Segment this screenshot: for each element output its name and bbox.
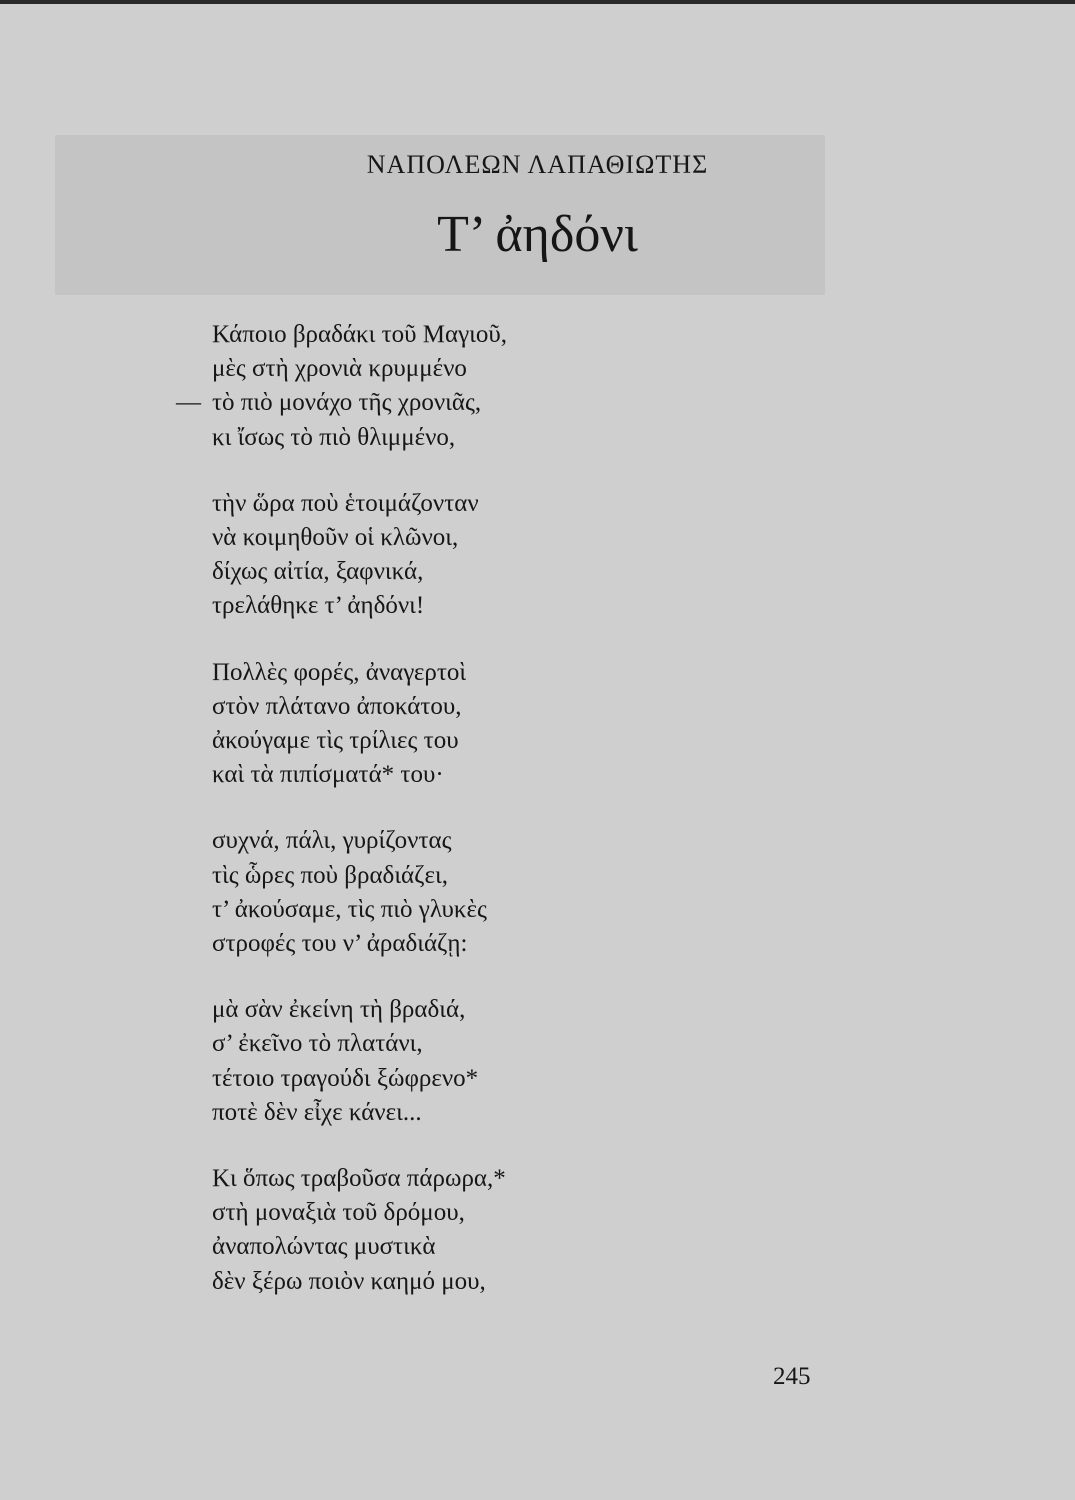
poem-title: Τ’ ἀηδόνι (437, 206, 638, 263)
poem-line: μὰ σὰν ἐκείνη τὴ βραδιά, (212, 996, 466, 1024)
poem-line: νὰ κοιμηθοῦν οἱ κλῶνοι, (212, 524, 459, 552)
poem-line: ἀκούγαμε τὶς τρίλιες του (212, 727, 459, 755)
poem-line: στροφές του ν’ ἀραδιάζῃ: (212, 930, 468, 958)
stanza (212, 1162, 507, 1299)
stanza (212, 656, 507, 793)
author-name: ΝΑΠΟΛΕΩΝ ΛΑΠΑΘΙΩΤΗΣ (366, 150, 709, 179)
page-top-edge (0, 0, 1075, 4)
poem-line: τὴν ὥρα ποὺ ἑτοιμάζονταν (212, 489, 479, 517)
stanza (212, 824, 507, 961)
poem-line: στὸν πλάτανο ἀποκάτου, (212, 692, 462, 720)
poem-line: τέτοιο τραγούδι ξώφρενο* (212, 1064, 479, 1092)
poem-line: δίχως αἰτία, ξαφνικά, (212, 558, 424, 586)
poem-line: σ’ ἐκεῖνο τὸ πλατάνι, (212, 1030, 423, 1058)
poem-line: Πολλὲς φορές, ἀναγερτοὶ (212, 658, 467, 686)
poem-line: στὴ μοναξιὰ τοῦ δρόμου, (212, 1199, 465, 1227)
poem-line-text: τὸ πιὸ μονάχο τῆς χρονιᾶς, (212, 389, 482, 417)
line-dash: — (176, 389, 201, 417)
poem-line: συχνά, πάλι, γυρίζοντας (212, 827, 452, 855)
poem-line: Κι ὅπως τραβοῦσα πάρωρα,* (212, 1165, 506, 1193)
poem-line: ποτὲ δὲν εἶχε κάνει... (212, 1098, 422, 1126)
poem-line: τρελάθηκε τ’ ἀηδόνι! (212, 592, 425, 620)
poem-line: κι ἴσως τὸ πιὸ θλιμμένο, (212, 423, 456, 451)
poem-body (176, 318, 507, 1331)
poem-line (176, 386, 507, 420)
stanza (212, 487, 507, 624)
poem-line: τὶς ὧρες ποὺ βραδιάζει, (212, 861, 448, 889)
page-number: 245 (773, 1363, 811, 1390)
poem-line: δὲν ξέρω ποιὸν καημό μου, (212, 1267, 486, 1295)
poem-line: μὲς στὴ χρονιὰ κρυμμένο (212, 355, 467, 383)
poem-line: ἀναπολώντας μυστικὰ (212, 1233, 436, 1261)
poem-line: καὶ τὰ πιπίσματά* του· (212, 761, 444, 789)
poem-line: τ’ ἀκούσαμε, τὶς πιὸ γλυκὲς (212, 895, 487, 923)
poem-line: Κάποιο βραδάκι τοῦ Μαγιοῦ, (212, 321, 507, 348)
stanza (176, 318, 507, 455)
stanza (212, 993, 507, 1130)
